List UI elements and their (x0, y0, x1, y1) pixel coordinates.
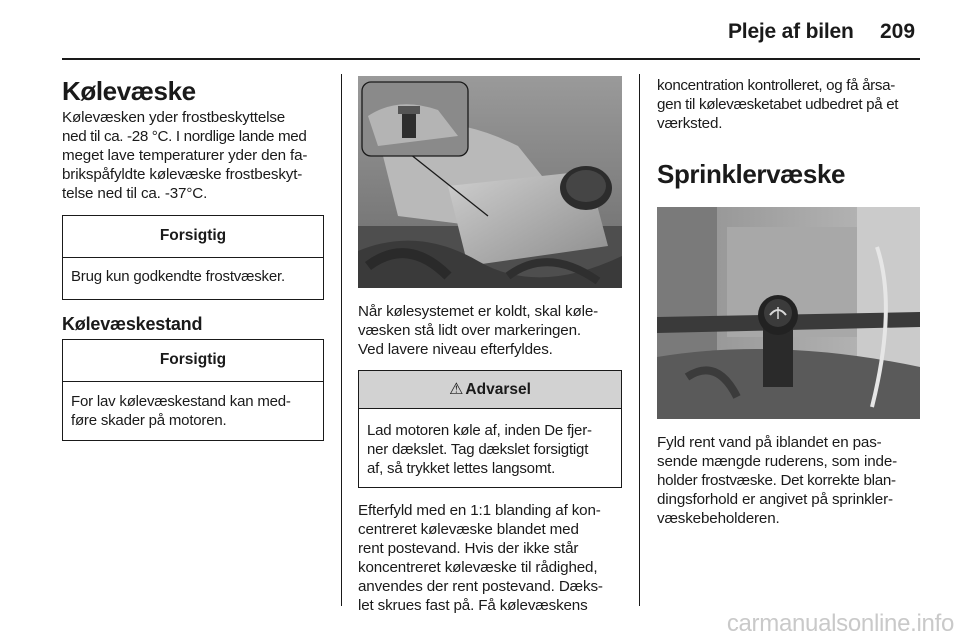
text-line: værksted. (657, 115, 723, 132)
warning-title-text: Advarsel (465, 381, 531, 398)
text-line: koncentration kontrolleret, og få årsa- (657, 77, 895, 94)
text-line: føre skader på motoren. (71, 412, 227, 429)
page-header-title: Pleje af bilen (728, 20, 854, 43)
text-line: meget lave temperaturer yder den fa- (62, 147, 308, 164)
warning-title (359, 371, 621, 409)
column-divider-2 (639, 74, 640, 606)
caution-body (63, 382, 323, 440)
column-3 (657, 76, 921, 528)
engine-coolant-photo (358, 76, 622, 288)
section-heading-coolant: Kølevæske (62, 76, 196, 106)
page-number: 209 (880, 20, 916, 43)
text-line: væskebeholderen. (657, 510, 780, 527)
caution-title: Forsigtig (63, 216, 323, 258)
column-divider-1 (341, 74, 342, 606)
text-line: For lav kølevæskestand kan med- (71, 393, 291, 410)
watermark: carmanualsonline.info (726, 610, 954, 637)
text-line: Ved lavere niveau efterfyldes. (358, 341, 553, 358)
column-1 (62, 76, 324, 441)
text-line: rent postevand. Hvis der ikke står (358, 540, 579, 557)
caution-title: Forsigtig (63, 340, 323, 382)
text-line: koncentreret kølevæske til rådighed, (358, 559, 598, 576)
caution-box-2 (62, 339, 324, 441)
header-rule (62, 58, 920, 60)
text-line: væsken stå lidt over markeringen. (358, 322, 581, 339)
text-line: ned til ca. -28 °C. I nordlige lande med (62, 128, 307, 145)
caution-box-1 (62, 215, 324, 300)
coolant-continued-text (657, 76, 921, 133)
text-line: Lad motoren køle af, inden De fjer- (367, 422, 592, 439)
text-line: anvendes der rent postevand. Dæks- (358, 578, 603, 595)
coolant-level-text (358, 302, 622, 359)
washer-fluid-photo (657, 207, 920, 419)
warning-triangle-icon: ⚠ (449, 381, 464, 398)
text-line: Når kølesystemet er koldt, skal køle- (358, 303, 599, 320)
washer-fluid-text (657, 433, 921, 528)
caution-body: Brug kun godkendte frostvæsker. (71, 268, 285, 285)
text-line: af, så trykket lettes langsomt. (367, 460, 556, 477)
subheading-coolant-level: Kølevæskestand (62, 314, 203, 334)
text-line: centreret kølevæske blandet med (358, 521, 579, 538)
refill-text (358, 501, 622, 615)
warning-body (359, 409, 621, 487)
warning-box (358, 370, 622, 488)
text-line: dingsforhold er angivet på sprinkler- (657, 491, 893, 508)
text-line: sende mængde ruderens, som inde- (657, 453, 898, 470)
text-line: Fyld rent vand på iblandet en pas- (657, 434, 882, 451)
section-heading-washer-fluid: Sprinklervæske (657, 159, 846, 189)
coolant-intro (62, 108, 324, 203)
text-line: gen til kølevæsketabet udbedret på et (657, 96, 899, 113)
text-line: Kølevæsken yder frostbeskyttelse (62, 109, 286, 126)
column-2 (358, 76, 622, 615)
text-line: brikspåfyldte kølevæske frostbeskyt- (62, 166, 303, 183)
text-line: holder frostvæske. Det korrekte blan- (657, 472, 896, 489)
text-line: ner dækslet. Tag dækslet forsigtigt (367, 441, 589, 458)
text-line: telse ned til ca. -37°C. (62, 185, 208, 202)
text-line: Efterfyld med en 1:1 blanding af kon- (358, 502, 601, 519)
text-line: let skrues fast på. Få kølevæskens (358, 597, 588, 614)
